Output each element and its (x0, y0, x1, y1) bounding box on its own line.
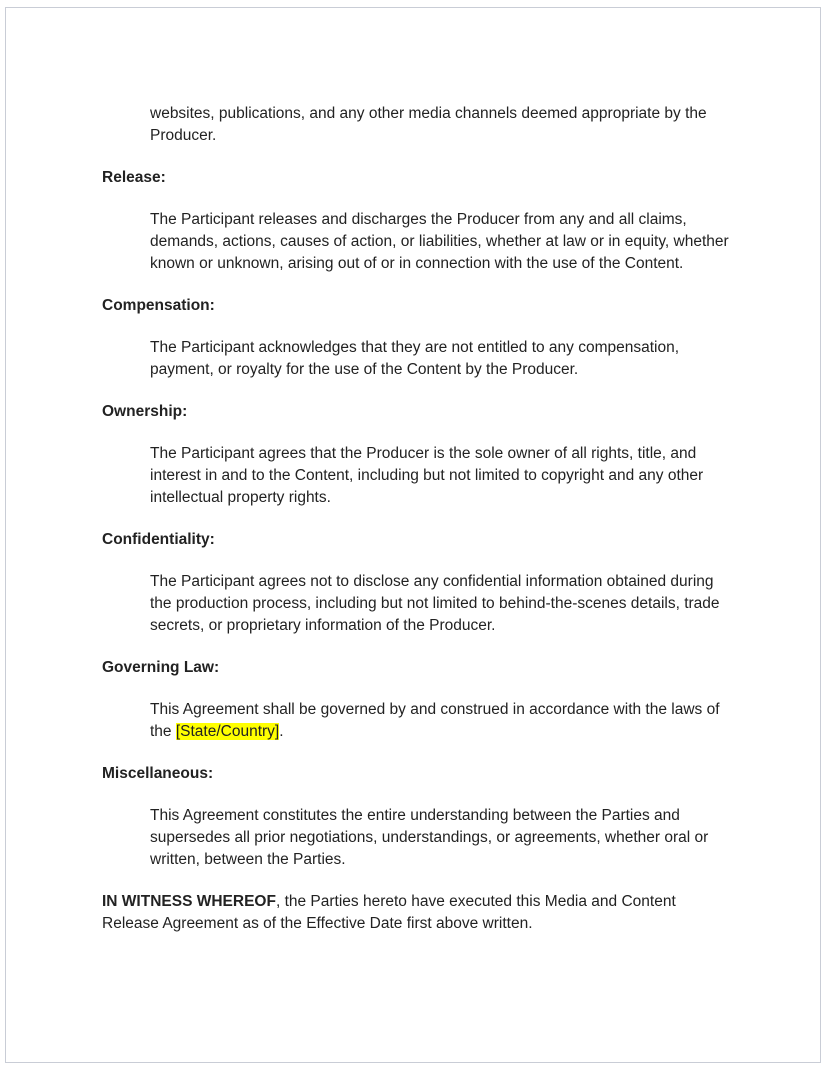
ownership-paragraph: The Participant agrees that the Producer is the sole owner of all rights, title, and interest in and to the Content, including but not limited to copyright and any other intellectual property rights. (150, 445, 704, 506)
miscellaneous-paragraph: This Agreement constitutes the entire understanding between the Parties and supersedes all prior negotiations, understandings, or agreements, whether oral or written, between the Parties. (150, 807, 709, 868)
witness-lead: IN WITNESS WHEREOF (102, 893, 276, 910)
compensation-paragraph: The Participant acknowledges that they are not entitled to any compensation, payment, or royalty for the use of the Content by the Producer. (150, 339, 680, 378)
release-paragraph: The Participant releases and discharges the Producer from any and all claims, demands, actions, causes of action, or liabilities, whether at law or in equity, whether known or unknown, arising out of or in connection with the use of the Content. (150, 211, 729, 272)
governing-law-heading: Governing Law: (102, 659, 220, 676)
miscellaneous-heading: Miscellaneous: (102, 765, 214, 782)
governing-law-paragraph (150, 699, 732, 743)
compensation-heading: Compensation: (102, 297, 215, 314)
witness-paragraph (102, 891, 732, 935)
ownership-heading: Ownership: (102, 403, 188, 420)
state-country-placeholder[interactable]: [State/Country] (175, 723, 280, 740)
witness-text: , the Parties hereto have executed this Media and Content Release Agreement as of the Effective Date first above written. (102, 893, 676, 932)
document-page (5, 7, 821, 1063)
document-body[interactable] (102, 103, 732, 935)
governing-law-text: This Agreement shall be governed by and construed in accordance with the laws of the (150, 701, 720, 740)
confidentiality-paragraph: The Participant agrees not to disclose any confidential information obtained during the production process, including but not limited to behind-the-scenes details, trade secrets, or proprietary information of the Producer. (150, 573, 720, 634)
release-heading: Release: (102, 169, 166, 186)
confidentiality-heading: Confidentiality: (102, 531, 215, 548)
intro-continuation-paragraph: websites, publications, and any other media channels deemed appropriate by the Producer. (150, 105, 707, 144)
governing-law-period: . (279, 723, 284, 740)
